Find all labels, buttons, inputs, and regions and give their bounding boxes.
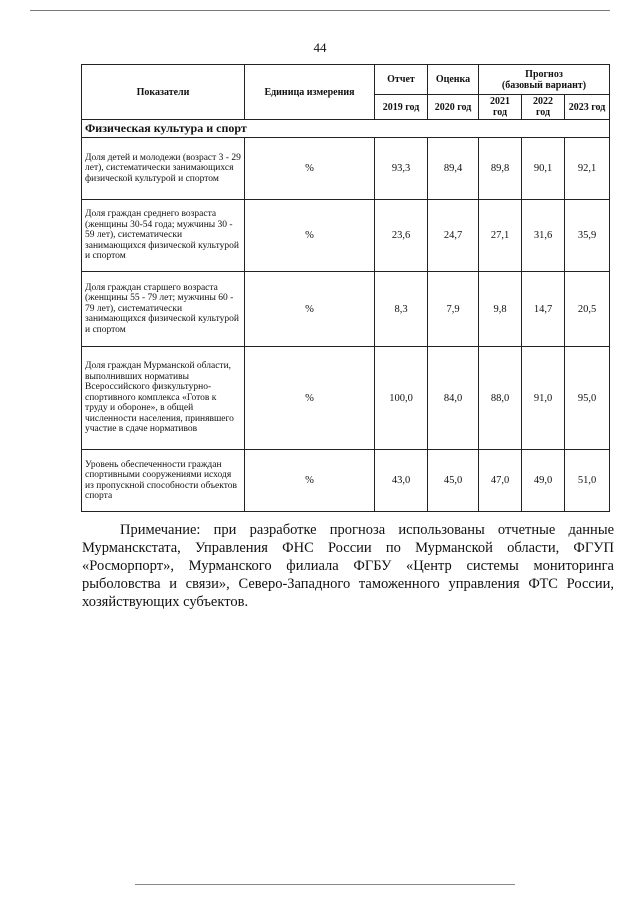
- value-2022: 91,0: [522, 347, 565, 450]
- value-2019: 100,0: [375, 347, 428, 450]
- footnote: [82, 521, 614, 611]
- page-number: 44: [313, 40, 327, 55]
- row-unit: %: [245, 450, 375, 512]
- header-year-2022: 2022 год: [522, 95, 565, 120]
- row-label: Доля детей и молодежи (возраст 3 - 29 лет), систематически занимающихся физической культурой и спортом: [82, 138, 245, 200]
- value-2021: 89,8: [479, 138, 522, 200]
- value-2019: 23,6: [375, 200, 428, 272]
- header-year-2019: 2019 год: [375, 95, 428, 120]
- value-2022: 14,7: [522, 272, 565, 347]
- value-2021: 47,0: [479, 450, 522, 512]
- row-unit: %: [245, 200, 375, 272]
- value-2021: 88,0: [479, 347, 522, 450]
- row-unit: %: [245, 347, 375, 450]
- row-unit: %: [245, 138, 375, 200]
- row-label: Уровень обеспеченности граждан спортивными сооружениями исходя из пропускной способности объектов спорта: [82, 450, 245, 512]
- bottom-rule: [135, 884, 515, 885]
- value-2019: 8,3: [375, 272, 428, 347]
- value-2023: 95,0: [565, 347, 610, 450]
- row-unit: %: [245, 272, 375, 347]
- section-row: [82, 120, 610, 138]
- value-2023: 92,1: [565, 138, 610, 200]
- top-rule: [30, 10, 610, 11]
- value-2021: 27,1: [479, 200, 522, 272]
- value-2022: 31,6: [522, 200, 565, 272]
- value-2023: 20,5: [565, 272, 610, 347]
- value-2023: 51,0: [565, 450, 610, 512]
- value-2019: 93,3: [375, 138, 428, 200]
- value-2020: 89,4: [428, 138, 479, 200]
- table-row: [82, 200, 610, 272]
- table-row: [82, 272, 610, 347]
- header-year-2023: 2023 год: [565, 95, 610, 120]
- value-2023: 35,9: [565, 200, 610, 272]
- header-year-2021: 2021 год: [479, 95, 522, 120]
- header-year-2020: 2020 год: [428, 95, 479, 120]
- value-2020: 7,9: [428, 272, 479, 347]
- header-indicator: Показатели: [82, 65, 245, 120]
- header-unit: Единица измерения: [245, 65, 375, 120]
- row-label: Доля граждан среднего возраста (женщины 30-54 года; мужчины 30 - 59 лет), систематически занимающихся физической культурой и спортом: [82, 200, 245, 272]
- header-report: Отчет: [375, 65, 428, 95]
- value-2021: 9,8: [479, 272, 522, 347]
- value-2022: 90,1: [522, 138, 565, 200]
- row-label: Доля граждан старшего возраста (женщины 55 - 79 лет; мужчины 60 - 79 лет), систематически занимающихся физической культурой и спортом: [82, 272, 245, 347]
- section-title: Физическая культура и спорт: [82, 120, 610, 138]
- row-label: Доля граждан Мурманской области, выполнивших нормативы Всероссийского физкультурно-спортивного комплекса «Готов к труду и обороне», в общей численности населения, принявшего участие в сдаче нормативов: [82, 347, 245, 450]
- value-2019: 43,0: [375, 450, 428, 512]
- value-2020: 24,7: [428, 200, 479, 272]
- indicators-table: [81, 64, 610, 512]
- footnote-text: Примечание: при разработке прогноза использованы отчетные данные Мурманскстата, Управления ФНС России по Мурманской области, ФГУП «Росморпорт», Мурманского филиала ФГБУ «Центр системы мониторинга рыболовства и связи», Северо-Западного таможенного управления ФТС России, хозяйствующих субъектов.: [82, 522, 614, 610]
- table-row: [82, 450, 610, 512]
- header-estimate: Оценка: [428, 65, 479, 95]
- table-row: [82, 347, 610, 450]
- value-2020: 45,0: [428, 450, 479, 512]
- header-forecast: [479, 65, 610, 95]
- table-row: [82, 138, 610, 200]
- value-2022: 49,0: [522, 450, 565, 512]
- header-forecast-title: Прогноз: [525, 68, 563, 80]
- header-forecast-variant: (базовый вариант): [501, 79, 587, 91]
- value-2020: 84,0: [428, 347, 479, 450]
